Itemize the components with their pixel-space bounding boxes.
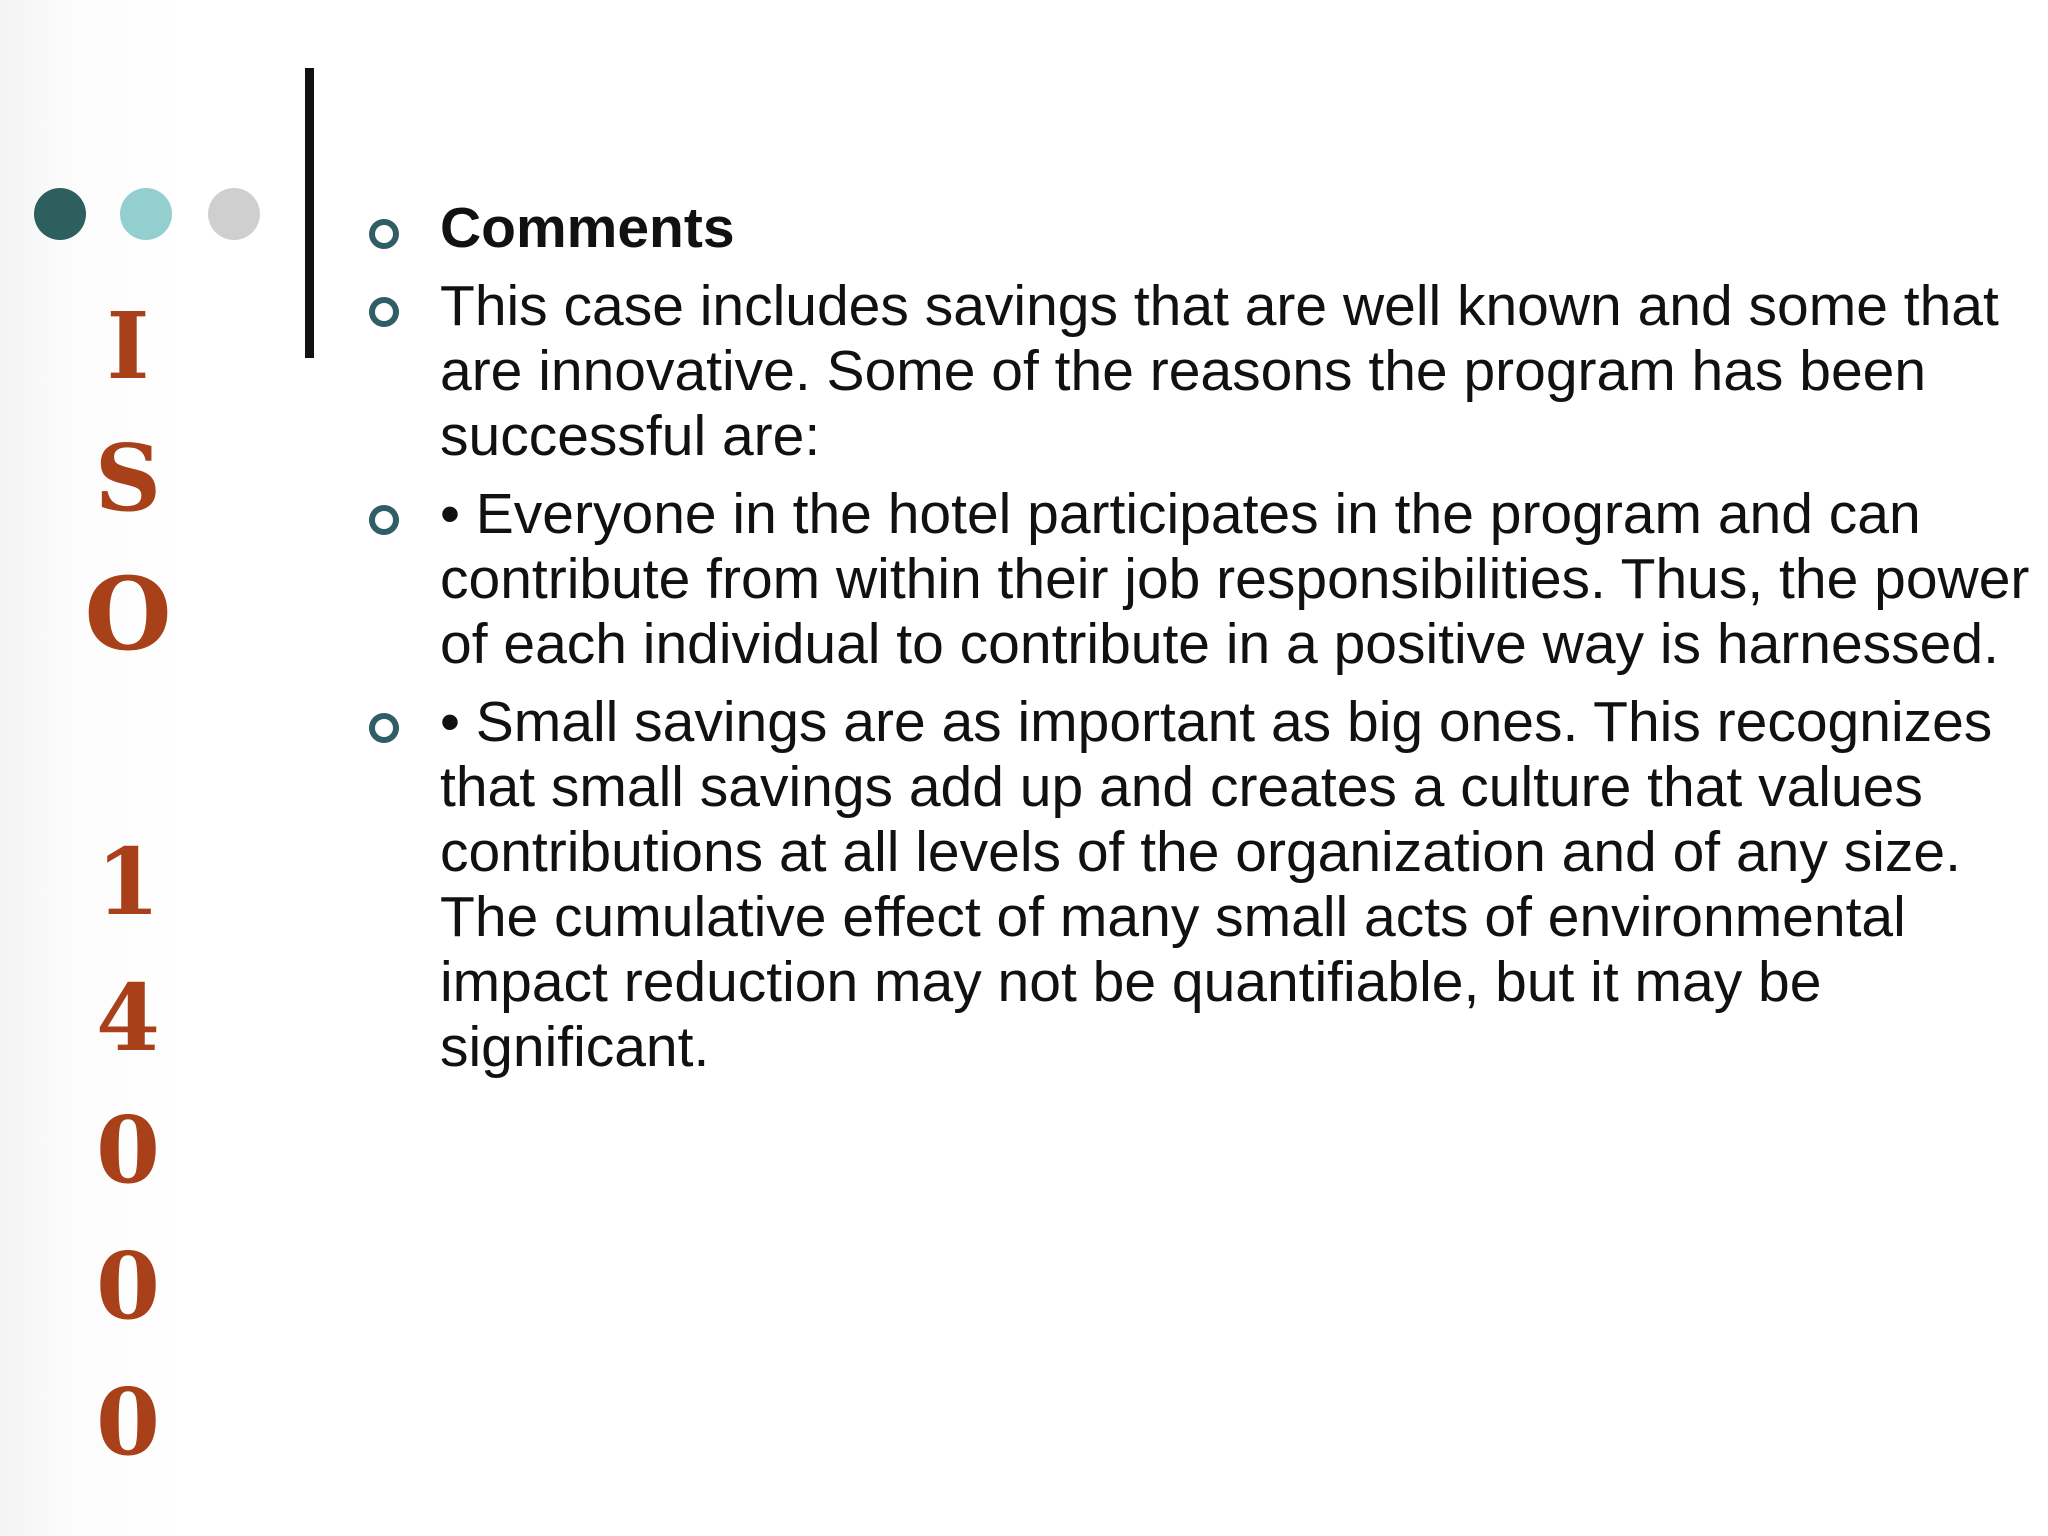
side-title-letter <box>28 828 228 936</box>
side-title-letter <box>28 555 228 673</box>
gray-dot <box>208 188 260 240</box>
side-title-char: O O <box>84 564 171 664</box>
bullet-text: • Small savings are as important as big ones. This recognizes that small savings add up and creates a culture that values contributions at all levels of the organization and of any size. The cumulative effect of many small acts of environmental impact reduction may not be quantifiable, but it may be significant. <box>440 690 1993 1079</box>
vertical-divider <box>305 68 314 358</box>
hollow-circle-bullet-icon <box>369 505 399 535</box>
side-title-letter <box>28 292 228 400</box>
side-title-char: 1 1 <box>96 836 160 928</box>
bullet-list <box>360 196 2030 1093</box>
bullet-text: This case includes savings that are well known and some that are innovative. Some of the reasons the program has been successful are: <box>440 274 1999 468</box>
hollow-circle-bullet-icon <box>369 713 399 743</box>
side-title-char: 0 0 <box>96 1104 160 1196</box>
side-title-letter <box>28 964 228 1072</box>
light-teal-dot <box>120 188 172 240</box>
side-title-char: S S <box>95 432 161 524</box>
bullet-text: • Everyone in the hotel participates in the program and can contribute from within their job responsibilities. Thus, the power of each individual to contribute in a positive way is harnessed. <box>440 482 2030 676</box>
side-title-letter <box>28 424 228 532</box>
hollow-circle-bullet-icon <box>369 297 399 327</box>
bullet-item-comments <box>360 196 2030 261</box>
side-title-letter <box>28 1368 228 1476</box>
side-title-char: 0 0 <box>96 1240 160 1332</box>
side-title-char: 4 4 <box>96 972 160 1064</box>
bullet-item-case-summary <box>360 274 2030 469</box>
bullet-item-small-savings <box>360 690 2030 1080</box>
side-title-letter <box>28 1232 228 1340</box>
bullet-text: Comments <box>440 196 735 260</box>
side-title-char: 0 0 <box>96 1376 160 1468</box>
side-title-letter <box>28 1096 228 1204</box>
bullet-item-everyone-participates <box>360 482 2030 677</box>
side-title-char: I I <box>106 300 149 392</box>
hollow-circle-bullet-icon <box>369 219 399 249</box>
dark-teal-dot <box>34 188 86 240</box>
